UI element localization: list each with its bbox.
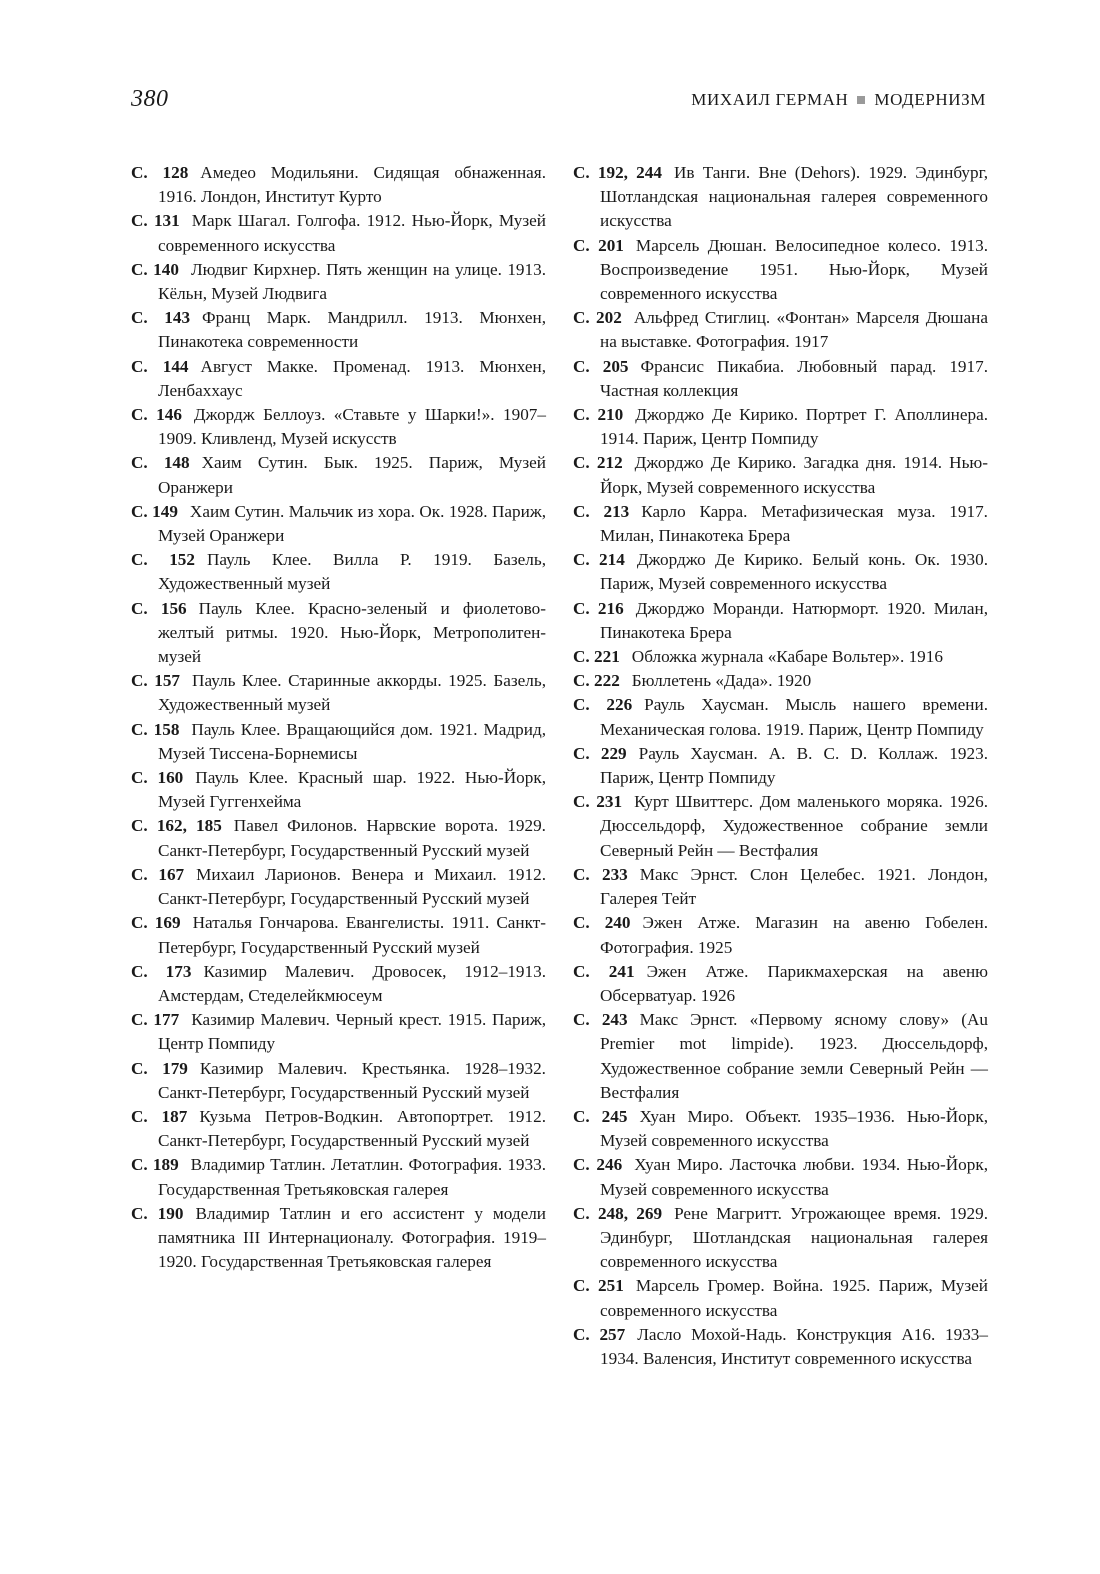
illustration-entry [573, 403, 988, 451]
illustration-entry [573, 1202, 988, 1275]
illustration-entry [573, 1105, 988, 1153]
illustration-entry [131, 718, 546, 766]
page-reference: С. 128 [131, 163, 189, 182]
entry-caption: Эжен Атже. Парикмахерская на авеню Обсерватуар. 1926 [600, 961, 988, 1005]
entry-caption: Пауль Клее. Старинные аккорды. 1925. Базель, Художественный музей [158, 671, 546, 715]
page-reference: С. 241 [573, 961, 635, 981]
illustration-entry [131, 766, 546, 814]
entry-caption: Наталья Гончарова. Евангелисты. 1911. Санкт-Петербург, Государственный Русский музей [158, 913, 546, 957]
page-reference: С. 257 [573, 1324, 626, 1344]
illustration-entry [131, 306, 546, 354]
page-reference: С. 248, 269 [573, 1203, 663, 1223]
page-reference: С. 245 [573, 1106, 628, 1126]
page-reference: С. 221 [573, 647, 620, 667]
entry-caption: Рауль Хаусман. Мысль нашего времени. Механическая голова. 1919. Париж, Центр Помпиду [600, 695, 989, 739]
illustration-entry [573, 1274, 988, 1322]
illustration-entry [131, 1153, 546, 1201]
entry-caption: Марсель Громер. Война. 1925. Париж, Музей современного искусства [600, 1276, 988, 1320]
entry-caption: Джорджо Де Кирико. Портрет Г. Аполлинера. 1914. Париж, Центр Помпиду [600, 405, 988, 449]
illustration-entry [573, 161, 988, 234]
illustration-entry [573, 742, 988, 790]
illustration-entry [131, 161, 546, 209]
entry-caption: Джорджо Моранди. Натюрморт. 1920. Милан, Пинакотека Брера [600, 598, 988, 642]
page-reference: С. 216 [573, 598, 624, 618]
entry-caption: Людвиг Кирхнер. Пять женщин на улице. 1913. Кёльн, Музей Людвига [158, 259, 546, 304]
page-reference: С. 162, 185 [131, 816, 222, 836]
page-reference: С. 143 [131, 308, 191, 328]
illustration-entry [131, 814, 546, 862]
illustration-entry [573, 790, 988, 863]
illustration-entry [573, 355, 988, 403]
illustration-entry [131, 258, 546, 306]
entry-caption: Казимир Малевич. Черный крест. 1915. Париж, Центр Помпиду [158, 1010, 547, 1054]
illustration-entry [131, 209, 546, 257]
entry-caption: Обложка журнала «Кабаре Вольтер». 1916 [631, 647, 943, 667]
illustration-entry [573, 1008, 988, 1105]
page-reference: С. 187 [131, 1106, 188, 1126]
page-reference: С. 177 [131, 1010, 180, 1030]
page-reference: С. 202 [573, 308, 622, 328]
entry-caption: Альфред Стиглиц. «Фонтан» Марселя Дюшана на выставке. Фотография. 1917 [600, 308, 988, 352]
entry-caption: Бюллетень «Дада». 1920 [631, 671, 812, 691]
square-separator-icon [857, 96, 865, 104]
entry-caption: Хуан Миро. Объект. 1935–1936. Нью-Йорк, Музей современного искусства [600, 1106, 988, 1151]
page-reference: С. 243 [573, 1010, 628, 1030]
illustration-entry [573, 548, 988, 596]
entry-caption: Франц Марк. Мандрилл. 1913. Мюнхен, Пинакотека современности [158, 308, 546, 352]
page-reference: С. 229 [573, 743, 627, 763]
page-reference: С. 146 [131, 405, 182, 425]
page-reference: С. 212 [573, 453, 623, 473]
illustration-entry [131, 500, 546, 548]
entry-caption: Франсис Пикабиа. Любовный парад. 1917. Частная коллекция [600, 356, 988, 400]
illustration-entry [573, 1153, 988, 1201]
illustration-entry [573, 645, 988, 669]
page-reference: С. 222 [573, 671, 620, 691]
right-column [573, 161, 988, 1371]
illustration-entry [131, 911, 546, 959]
page-reference: С. 144 [131, 356, 189, 376]
illustration-entry [131, 403, 546, 451]
entry-caption: Хуан Миро. Ласточка любви. 1934. Нью-Йорк, Музей современного искусства [600, 1155, 988, 1199]
illustration-entry [131, 355, 546, 403]
page-reference: С. 156 [131, 598, 187, 618]
page-reference: С. 214 [573, 550, 625, 570]
illustration-entry [573, 500, 988, 548]
page-reference: С. 246 [573, 1155, 623, 1175]
running-head [691, 90, 986, 110]
entry-caption: Казимир Малевич. Крестьянка. 1928–1932. Санкт-Петербург, Государственный Русский музей [158, 1058, 546, 1102]
page-reference: С. 131 [131, 211, 180, 231]
illustration-entry [131, 1057, 546, 1105]
illustration-entry [573, 693, 988, 741]
illustration-entry [131, 1008, 546, 1056]
entry-caption: Владимир Татлин и его ассистент у модели памятника III Интернационалу. Фотография. 1919–1920. Государственная Третьяковская галерея [158, 1203, 546, 1272]
page-reference: С. 231 [573, 792, 623, 812]
illustration-entry [131, 597, 546, 670]
entry-caption: Макс Эрнст. «Первому ясному слову» (Au Premier mot limpide). 1923. Дюссельдорф, Художественное собрание земли Северный Рейн — Вестфалия [600, 1010, 988, 1102]
page-reference: С. 169 [131, 913, 181, 933]
entry-caption: Рене Магритт. Угрожающее время. 1929. Эдинбург, Шотландская национальная галерея современного искусства [600, 1203, 988, 1272]
page-reference: С. 213 [573, 501, 630, 521]
illustration-entry [573, 669, 988, 693]
page-reference: С. 157 [131, 671, 181, 691]
illustration-entry [573, 863, 988, 911]
illustration-entry [573, 234, 988, 307]
entry-caption: Август Макке. Променад. 1913. Мюнхен, Ленбаххаус [158, 356, 546, 400]
entry-caption: Владимир Татлин. Летатлин. Фотография. 1933. Государственная Третьяковская галерея [158, 1155, 546, 1199]
entry-caption: Ласло Мохой-Надь. Конструкция A16. 1933–1934. Валенсия, Институт современного искусства [600, 1324, 988, 1368]
page-reference: С. 148 [131, 453, 190, 473]
page-reference: С. 205 [573, 356, 629, 376]
entry-caption: Пауль Клее. Вращающийся дом. 1921. Мадрид, Музей Тиссена-Борнемисы [158, 719, 546, 763]
page-reference: С. 240 [573, 913, 631, 933]
illustration-entry [131, 863, 546, 911]
page-reference: С. 189 [131, 1155, 179, 1175]
illustration-entry [131, 548, 546, 596]
running-head-author: МИХАИЛ ГЕРМАН [691, 90, 849, 109]
illustration-entry [573, 597, 988, 645]
illustration-entry [573, 451, 988, 499]
entry-caption: Марк Шагал. Голгофа. 1912. Нью-Йорк, Музей современного искусства [158, 211, 546, 255]
entry-caption: Марсель Дюшан. Велосипедное колесо. 1913. Воспроизведение 1951. Нью-Йорк, Музей современного искусства [600, 235, 988, 304]
page-reference: С. 158 [131, 719, 180, 739]
page-reference: С. 173 [131, 961, 192, 981]
page-reference: С. 160 [131, 768, 184, 788]
entry-caption: Карло Карра. Метафизическая муза. 1917. Милан, Пинакотека Брера [600, 501, 988, 546]
entry-caption: Эжен Атже. Магазин на авеню Гобелен. Фотография. 1925 [600, 913, 988, 957]
page-reference: С. 201 [573, 235, 624, 255]
page-reference: С. 190 [131, 1203, 184, 1223]
page-reference: С. 192, 244 [573, 163, 662, 182]
entry-caption: Пауль Клее. Вилла Р. 1919. Базель, Художественный музей [158, 550, 546, 594]
left-column [131, 161, 546, 1274]
entry-caption: Пауль Клее. Красный шар. 1922. Нью-Йорк, Музей Гуггенхейма [158, 768, 546, 812]
page-reference: С. 152 [131, 550, 195, 570]
entry-caption: Джорджо Де Кирико. Загадка дня. 1914. Нью-Йорк, Музей современного искусства [600, 453, 988, 497]
illustration-entry [131, 960, 546, 1008]
entry-caption: Хаим Сутин. Мальчик из хора. Ок. 1928. Париж, Музей Оранжери [158, 501, 546, 546]
illustration-entry [131, 451, 546, 499]
page-reference: С. 140 [131, 259, 179, 279]
entry-caption: Курт Швиттерс. Дом маленького моряка. 1926. Дюссельдорф, Художественное собрание земли Северный Рейн — Вестфалия [600, 792, 988, 860]
entry-caption: Ив Танги. Вне (Dehors). 1929. Эдинбург, Шотландская национальная галерея современного искусства [600, 163, 988, 231]
entry-caption: Кузьма Петров-Водкин. Автопортрет. 1912. Санкт-Петербург, Государственный Русский музей [158, 1106, 546, 1151]
illustration-entry [573, 911, 988, 959]
entry-caption: Макс Эрнст. Слон Целебес. 1921. Лондон, Галерея Тейт [600, 864, 988, 909]
entry-caption: Хаим Сутин. Бык. 1925. Париж, Музей Оранжери [158, 453, 546, 497]
page-reference: С. 251 [573, 1276, 624, 1296]
page-reference: С. 233 [573, 864, 628, 884]
illustration-entry [573, 1323, 988, 1371]
running-head-title: МОДЕРНИЗМ [874, 90, 986, 109]
illustration-entry [573, 306, 988, 354]
page-reference: С. 179 [131, 1058, 188, 1078]
page-reference: С. 167 [131, 864, 185, 884]
page-reference: С. 210 [573, 405, 624, 425]
entry-caption: Рауль Хаусман. A. B. C. D. Коллаж. 1923. Париж, Центр Помпиду [600, 743, 988, 788]
page-reference: С. 149 [131, 501, 178, 521]
entry-caption: Джорджо Де Кирико. Белый конь. Ок. 1930. Париж, Музей современного искусства [600, 550, 988, 594]
illustration-entry [131, 1105, 546, 1153]
illustration-entry [131, 669, 546, 717]
entry-caption: Павел Филонов. Нарвские ворота. 1929. Санкт-Петербург, Государственный Русский музей [158, 816, 546, 860]
entry-caption: Амедео Модильяни. Сидящая обнаженная. 1916. Лондон, Институт Курто [158, 163, 546, 207]
entry-caption: Пауль Клее. Красно-зеленый и фиолетово-желтый ритмы. 1920. Нью-Йорк, Метрополитен-музей [158, 598, 546, 667]
page-reference: С. 226 [573, 695, 633, 715]
entry-caption: Казимир Малевич. Дровосек, 1912–1913. Амстердам, Стеделейкмюсеум [158, 961, 546, 1005]
illustration-entry [573, 960, 988, 1008]
page-number: 380 [131, 86, 169, 112]
entry-caption: Михаил Ларионов. Венера и Михаил. 1912. Санкт-Петербург, Государственный Русский музей [158, 864, 547, 909]
illustration-entry [131, 1202, 546, 1275]
entry-caption: Джордж Беллоуз. «Ставьте у Шарки!». 1907–1909. Кливленд, Музей искусств [158, 405, 546, 449]
